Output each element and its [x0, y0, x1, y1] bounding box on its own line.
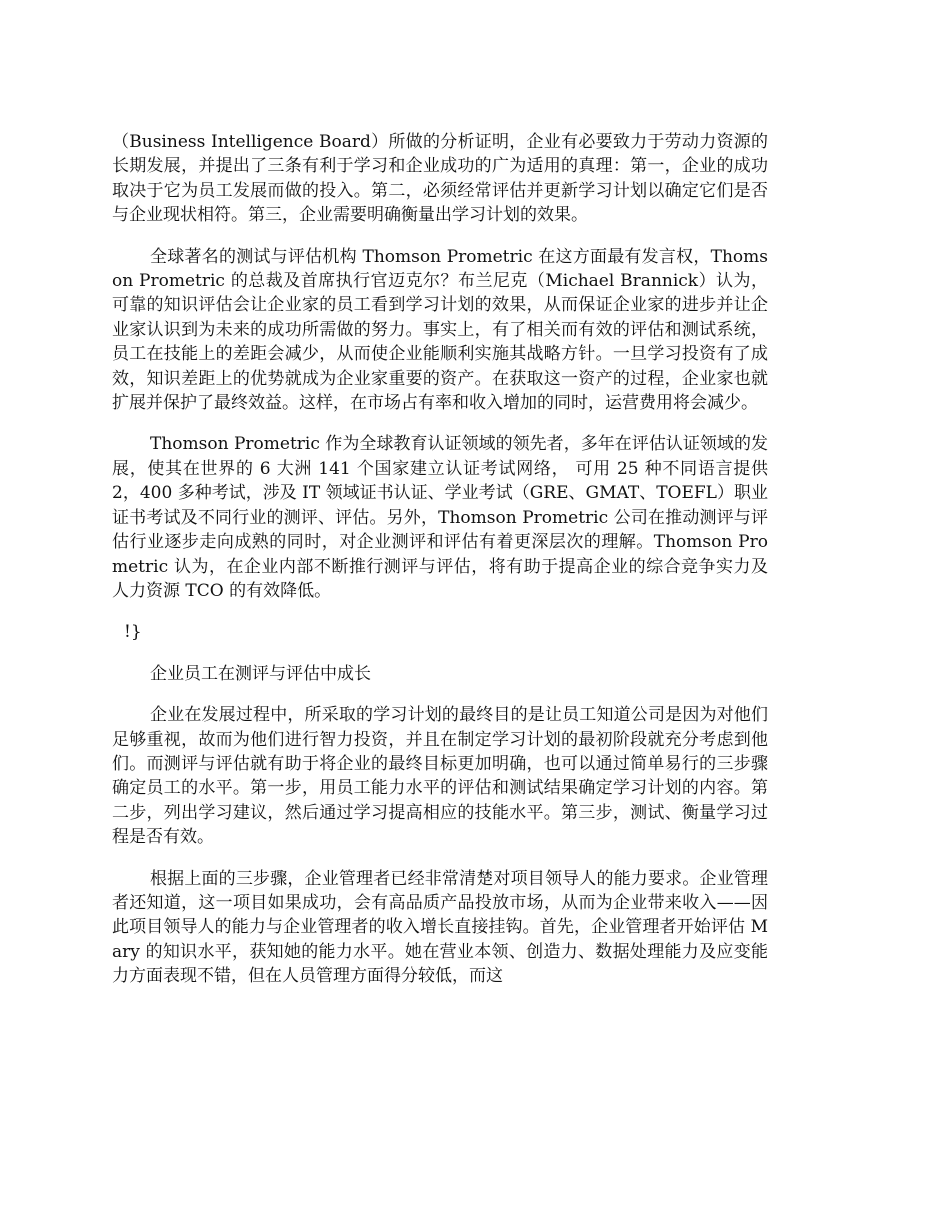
symbol-line: !}: [124, 622, 142, 643]
document-page: [112, 130, 768, 1006]
paragraph-learning-plan: 企业在发展过程中，所采取的学习计划的最终目的是让员工知道公司是因为对他们足够重视，故而为他们进行智力投资，并且在制定学习计划的最初阶段就充分考虑到他们。而测评与评估就有助于将企业的最终目标更加明确，也可以通过简单易行的三步骤确定员工的水平。第一步，用员工能力水平的评估和测试结果确定学习计划的内容。第二步，列出学习建议，然后通过学习提高相应的技能水平。第三步，测试、衡量学习过程是否有效。: [112, 705, 768, 848]
paragraph-three-steps: 根据上面的三步骤，企业管理者已经非常清楚对项目领导人的能力要求。企业管理者还知道，这一项目如果成功，会有高品质产品投放市场，从而为企业带来收入——因此项目领导人的能力与企业管理者的收入增长直接挂钩。首先，企业管理者开始评估 Mary 的知识水平，获知她的能力水平。她在营业本领、创造力、数据处理能力及应变能力方面表现不错，但在人员管理方面得分较低，而这: [112, 868, 768, 987]
section-heading: 企业员工在测评与评估中成长: [150, 663, 371, 684]
paragraph-business-intelligence: （Business Intelligence Board）所做的分析证明，企业有必要致力于劳动力资源的长期发展，并提出了三条有利于学习和企业成功的广为适用的真理：第一，企业的成功取决于它为员工发展而做的投入。第二，必须经常评估并更新学习计划以确定它们是否与企业现状相符。第三，企业需要明确衡量出学习计划的效果。: [112, 132, 768, 226]
paragraph-thomson-prometric-authority: 全球著名的测试与评估机构 Thomson Prometric 在这方面最有发言权，Thomson Prometric 的总裁及首席执行官迈克尔？布兰尼克（Michael Brannick）认为，可靠的知识评估会让企业家的员工看到学习计划的效果，从而保证企业家的进步并让企业家认识到为未来的成功所需做的努力。事实上，有了相关而有效的评估和测试系统，员工在技能上的差距会减少，从而使企业能顺利实施其战略方针。一旦学习投资有了成效，知识差距上的优势就成为企业家重要的资产。在获取这一资产的过程，企业家也就扩展并保护了最终效益。这样，在市场占有率和收入增加的同时，运营费用将会减少。: [112, 246, 768, 414]
paragraph-thomson-prometric-network: Thomson Prometric 作为全球教育认证领域的领先者，多年在评估认证领域的发展，使其在世界的 6 大洲 141 个国家建立认证考试网络， 可用 25 种不同语言提供 2，400 多种考试，涉及 IT 领域证书认证、学业考试（GRE、GMAT、TOEFL）职业证书考试及不同行业的测评、评估。另外，Thomson Prometric 公司在推动测评与评估行业逐步走向成熟的同时，对企业测评和评估有着更深层次的理解。Thomson Prometric 认为，在企业内部不断推行测评与评估，将有助于提高企业的综合竞争实力及人力资源 TCO 的有效降低。: [112, 434, 768, 601]
